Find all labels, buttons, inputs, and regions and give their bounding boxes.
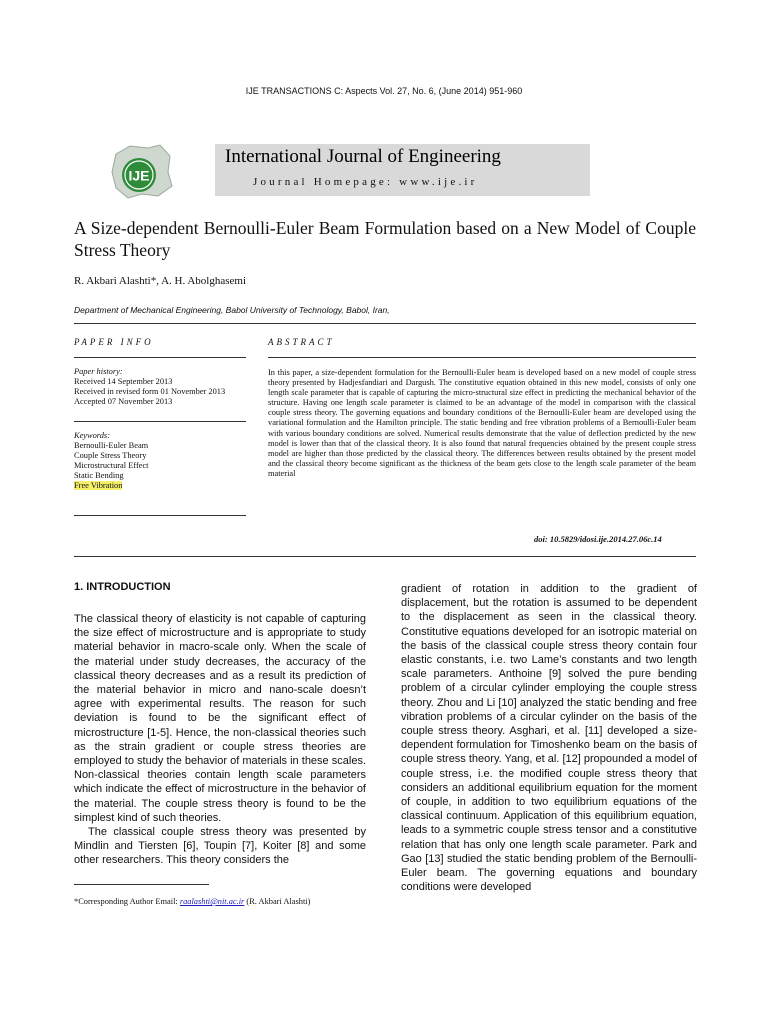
journal-banner <box>215 144 590 196</box>
history-item: Received in revised form 01 November 2013 <box>74 387 226 396</box>
divider <box>74 556 696 557</box>
history-label: Paper history: <box>74 367 123 376</box>
paper-info-heading: PAPER INFO <box>74 337 154 347</box>
paper-title: A Size-dependent Bernoulli-Euler Beam Formulation based on a New Model of Couple Stress Theory <box>74 218 696 260</box>
journal-homepage: Journal Homepage: www.ije.ir <box>253 176 478 188</box>
footnote-divider <box>74 884 209 885</box>
divider <box>74 323 696 324</box>
history-item: Received 14 September 2013 <box>74 377 173 386</box>
body-column-right <box>401 582 697 894</box>
footnote-prefix: *Corresponding Author Email: <box>74 897 180 906</box>
affiliation: Department of Mechanical Engineering, Babol University of Technology, Babol, Iran, <box>74 305 390 315</box>
journal-logo <box>108 142 176 202</box>
keyword-item: Bernoulli-Euler Beam <box>74 441 149 450</box>
journal-name: International Journal of Engineering <box>225 146 501 167</box>
divider <box>74 357 246 358</box>
divider <box>74 421 246 422</box>
body-column-left <box>74 612 366 868</box>
footnote-suffix: (R. Akbari Alashti) <box>244 897 311 906</box>
authors: R. Akbari Alashti*, A. H. Abolghasemi <box>74 275 247 287</box>
abstract-text: In this paper, a size-dependent formulation for the Bernoulli-Euler beam is developed based on a new model of couple stress theory presented by Hadjesfandiari and Dargush. The constitutive equation obtained in this new model, consists of only one length scale parameter that is capable of capturing the micro-structural size effect in predicting the mechanical behavior of the structure. Having one length scale parameter is claimed to be an advantage of the model in comparison with the classical couple stress theory. The governing equations and boundary conditions of the Bernoulli-Euler beam are developed using the variational formulation and the Hamilton principle. The static bending and free vibration problems of a Bernoulli-Euler beam with various boundary conditions are solved. Numerical results demonstrate that the value of deflection predicted by the new model is lower than that of the classical theory. It is also found that natural frequencies obtained by the present couple stress model are higher than those predicted by the classical theory. The differences between results obtained by the present model and the classical theory become significant as the thickness of the beam gets close to the length scale parameter of the beam material <box>268 368 696 478</box>
paper-history <box>74 367 249 407</box>
divider <box>74 515 246 516</box>
abstract-heading: ABSTRACT <box>268 337 335 347</box>
running-head: IJE TRANSACTIONS C: Aspects Vol. 27, No. 6, (June 2014) 951-960 <box>245 86 523 96</box>
keywords-label: Keywords: <box>74 431 110 440</box>
paragraph: The classical theory of elasticity is not capable of capturing the size effect of microstructure and is appropriate to study material behavior in macro-scale only. When the scale of the material under study decreases, the accuracy of the classical theory decreases and as a result its prediction of the material behavior in micro and nano-scale doesn’t agree with experimental results. The reason for such deviation is found to be the significant effect of microstructure [1-5]. Hence, the non-classical theories such as the strain gradient or couple stress theories are employed to study the behavior of materials in these scales. Non-classical theories contain length scale parameters which indicate the effect of microstructure in the behavior of the material. The couple stress theory is found to be the simplest kind of such theories. <box>74 613 366 824</box>
keyword-item: Microstructural Effect <box>74 461 149 470</box>
divider <box>268 357 696 358</box>
keyword-item: Static Bending <box>74 471 124 480</box>
paragraph: gradient of rotation in addition to the gradient of displacement, but the rotation is assumed to be dependent to the displacement as seen in the classical theory. Constitutive equations developed for an isotropic material on the basis of the classical couple stress theory contain four elastic constants, i.e. two Lame’s constants and two length scale parameters. Anthoine [9] solved the pure bending problem of a circular cylinder employing the couple stress theory. Zhou and Li [10] analyzed the static bending and free vibration problems of a circular cylinder on the basis of the couple stress theory. Asghari, et al. [11] developed a size-dependent formulation for Timoshenko beam on the basis of couple stress theory. Yang, et al. [12] propounded a model of couple stress, i.e. the modified couple stress theory that considers an additional equilibrium equation for the moment of couple, in addition to two equilibrium equations of the classical continuum. Application of this equilibrium equation, leads to a symmetric couple stress tensor and a constitutive relation that has only one length scale parameter. Park and Gao [13] studied the static bending problem of the Bernoulli-Euler beam. The governing equations and boundary conditions were developed <box>401 583 697 894</box>
author-email-link[interactable]: raalashti@nit.ac.ir <box>179 897 245 906</box>
keyword-item: Couple Stress Theory <box>74 451 147 460</box>
keyword-item-highlighted: Free Vibration <box>74 481 123 490</box>
keywords <box>74 431 249 491</box>
history-item: Accepted 07 November 2013 <box>74 397 173 406</box>
paragraph: The classical couple stress theory was presented by Mindlin and Tiersten [6], Toupin [7], Koiter [8] and some other researchers. This theory considers the <box>74 826 366 867</box>
logo-text: IJE <box>128 167 150 184</box>
doi: doi: 10.5829/idosi.ije.2014.27.06c.14 <box>534 534 662 544</box>
footnote <box>74 897 366 908</box>
section-heading: 1. INTRODUCTION <box>74 581 171 593</box>
